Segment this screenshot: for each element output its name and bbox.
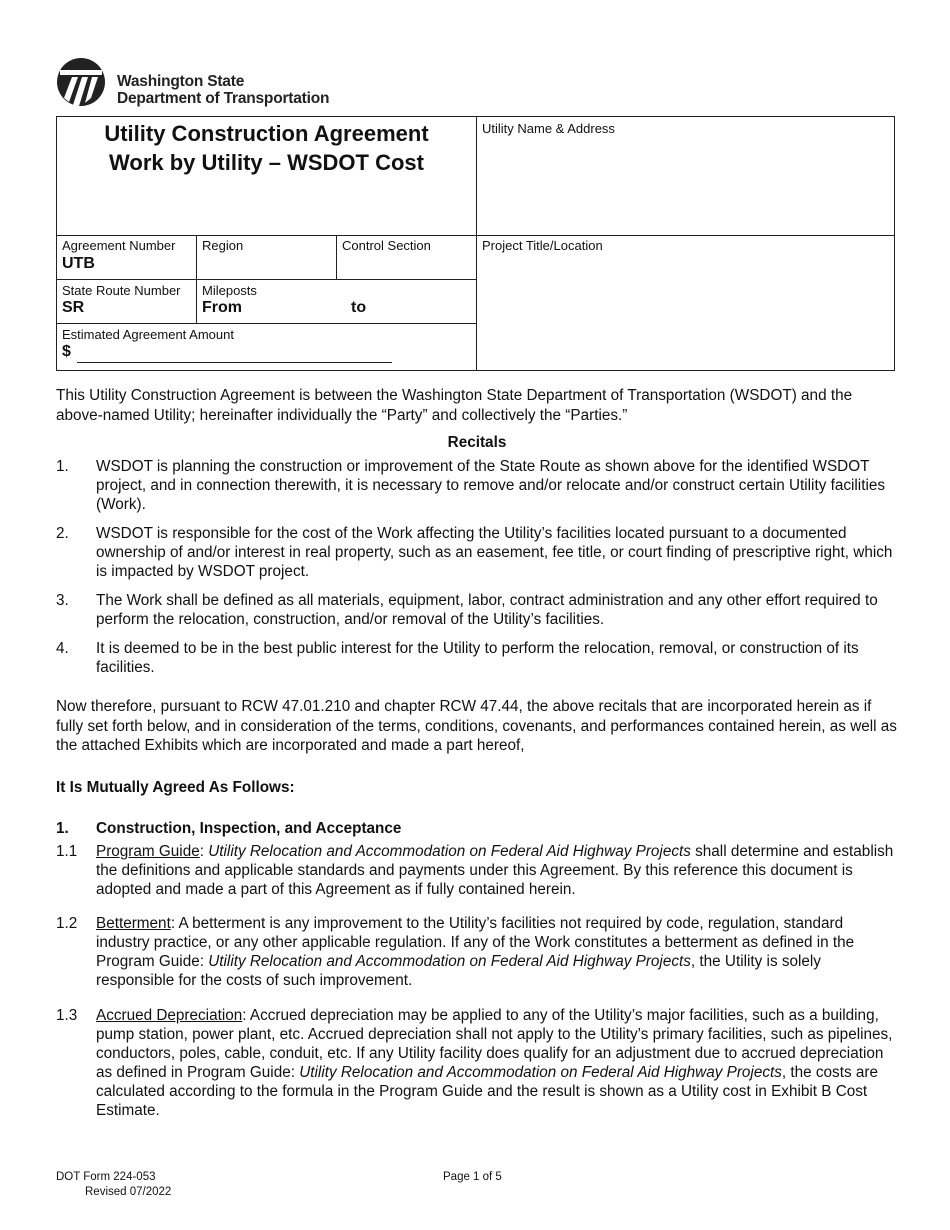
- recitals-heading: Recitals: [447, 434, 507, 451]
- form-title-line2: Work by Utility – WSDOT Cost: [109, 150, 424, 175]
- section-1-3-text: Accrued Depreciation: Accrued depreciation may be applied to any of the Utility’s major facilities, such as a building, pump station, power plant, etc. Accrued depreciation shall not apply to the Utility’s primary facilities, such as pipelines, conductors, poles, cable, conduit, etc. If any Utility facility does qualify for an adjustment due to accrued depreciation as defined in Program Guide: Utility Relocation and Accommodation on Federal Aid Highway Projects, the costs are calculated according to the formula in the Program Guide and the result is shown as a Utility cost in Exhibit B Cost Estimate.: [96, 1007, 893, 1119]
- mileposts-to[interactable]: to: [351, 299, 367, 316]
- recital-3-num: 3.: [56, 592, 69, 609]
- mileposts-from[interactable]: From: [202, 299, 242, 316]
- recital-3-text: The Work shall be defined as all materials, equipment, labor, contract administration and any other effort required to perform the relocation, construction, and/or removal of the Utility’s facilities.: [96, 592, 878, 628]
- recital-4-num: 4.: [56, 640, 69, 657]
- agreement-number-value[interactable]: UTB: [62, 255, 95, 272]
- section-1-num: 1.: [56, 820, 69, 837]
- wsdot-logo: [56, 56, 376, 110]
- mileposts-label: Mileposts: [202, 283, 257, 298]
- revised-date: Revised 07/2022: [85, 1186, 172, 1198]
- control-section-label: Control Section: [342, 238, 431, 253]
- recital-2-num: 2.: [56, 525, 69, 542]
- recital-2-text: WSDOT is responsible for the cost of the Work affecting the Utility’s facilities located pursuant to a documented ownership of and/or interest in real property, such as an easement, fee title, or court finding of prescriptive right, which is impacted by WSDOT project.: [96, 525, 893, 580]
- amount-label: Estimated Agreement Amount: [62, 327, 234, 342]
- form-number: DOT Form 224-053: [56, 1171, 156, 1183]
- form-title-line1: Utility Construction Agreement: [104, 121, 429, 146]
- state-route-value[interactable]: SR: [62, 299, 85, 316]
- agreement-number-label: Agreement Number: [62, 238, 176, 253]
- accrued-depreciation-term: Accrued Depreciation: [96, 1007, 243, 1024]
- section-1-1-text: Program Guide: Utility Relocation and Accommodation on Federal Aid Highway Projects shall determine and establish the definitions and applicable standards and payments under this Agreement. By this reference this document is adopted and made a part of this Agreement as if fully contained herein.: [96, 843, 894, 898]
- state-route-label: State Route Number: [62, 283, 181, 298]
- agreed-heading: It Is Mutually Agreed As Follows:: [56, 779, 295, 796]
- utility-name-label: Utility Name & Address: [482, 121, 615, 136]
- amount-symbol: $: [62, 343, 71, 360]
- region-label: Region: [202, 238, 244, 253]
- wsdot-emblem-icon: [56, 56, 106, 108]
- form-title: [57, 119, 476, 177]
- section-1-title: Construction, Inspection, and Acceptance: [96, 820, 402, 837]
- agency-name: [117, 73, 329, 107]
- agency-line2: Department of Transportation: [117, 90, 330, 107]
- page-number: Page 1 of 5: [443, 1171, 502, 1183]
- project-title-label: Project Title/Location: [482, 238, 603, 253]
- agency-line1: Washington State: [117, 73, 245, 90]
- section-1-3-num: 1.3: [56, 1007, 78, 1024]
- section-1-1-num: 1.1: [56, 843, 78, 860]
- amount-field[interactable]: [77, 362, 392, 363]
- intro-paragraph: This Utility Construction Agreement is between the Washington State Department of Transportation (WSDOT) and the above-named Utility; hereinafter individually the “Party” and collectively the “Parties.”: [56, 387, 853, 424]
- now-therefore-paragraph: Now therefore, pursuant to RCW 47.01.210 and chapter RCW 47.44, the above recitals that are incorporated herein as if fully set forth below, and in consideration of the terms, conditions, covenants, and performances contained herein, as well as the attached Exhibits which are incorporated and made a part hereof,: [56, 698, 897, 754]
- recital-4-text: It is deemed to be in the best public interest for the Utility to perform the relocation, removal, or construction of its facilities.: [96, 640, 859, 676]
- section-1-2-text: Betterment: A betterment is any improvement to the Utility’s facilities not required by code, regulation, standard industry practice, or any other applicable regulation. If any of the Work constitutes a betterment as defined in the Program Guide: Utility Relocation and Accommodation on Federal Aid Highway Projects, the Utility is solely responsible for the costs of such improvement.: [96, 915, 855, 989]
- recital-1-text: WSDOT is planning the construction or improvement of the State Route as shown above for the identified WSDOT project, and in connection therewith, it is necessary to remove and/or relocate and/or construct certain Utility facilities (Work).: [96, 458, 886, 513]
- agreement-header-table: [56, 116, 895, 371]
- recital-1-num: 1.: [56, 458, 69, 475]
- section-1-2-num: 1.2: [56, 915, 78, 932]
- betterment-term: Betterment: [96, 915, 171, 932]
- program-guide-term: Program Guide: [96, 843, 200, 860]
